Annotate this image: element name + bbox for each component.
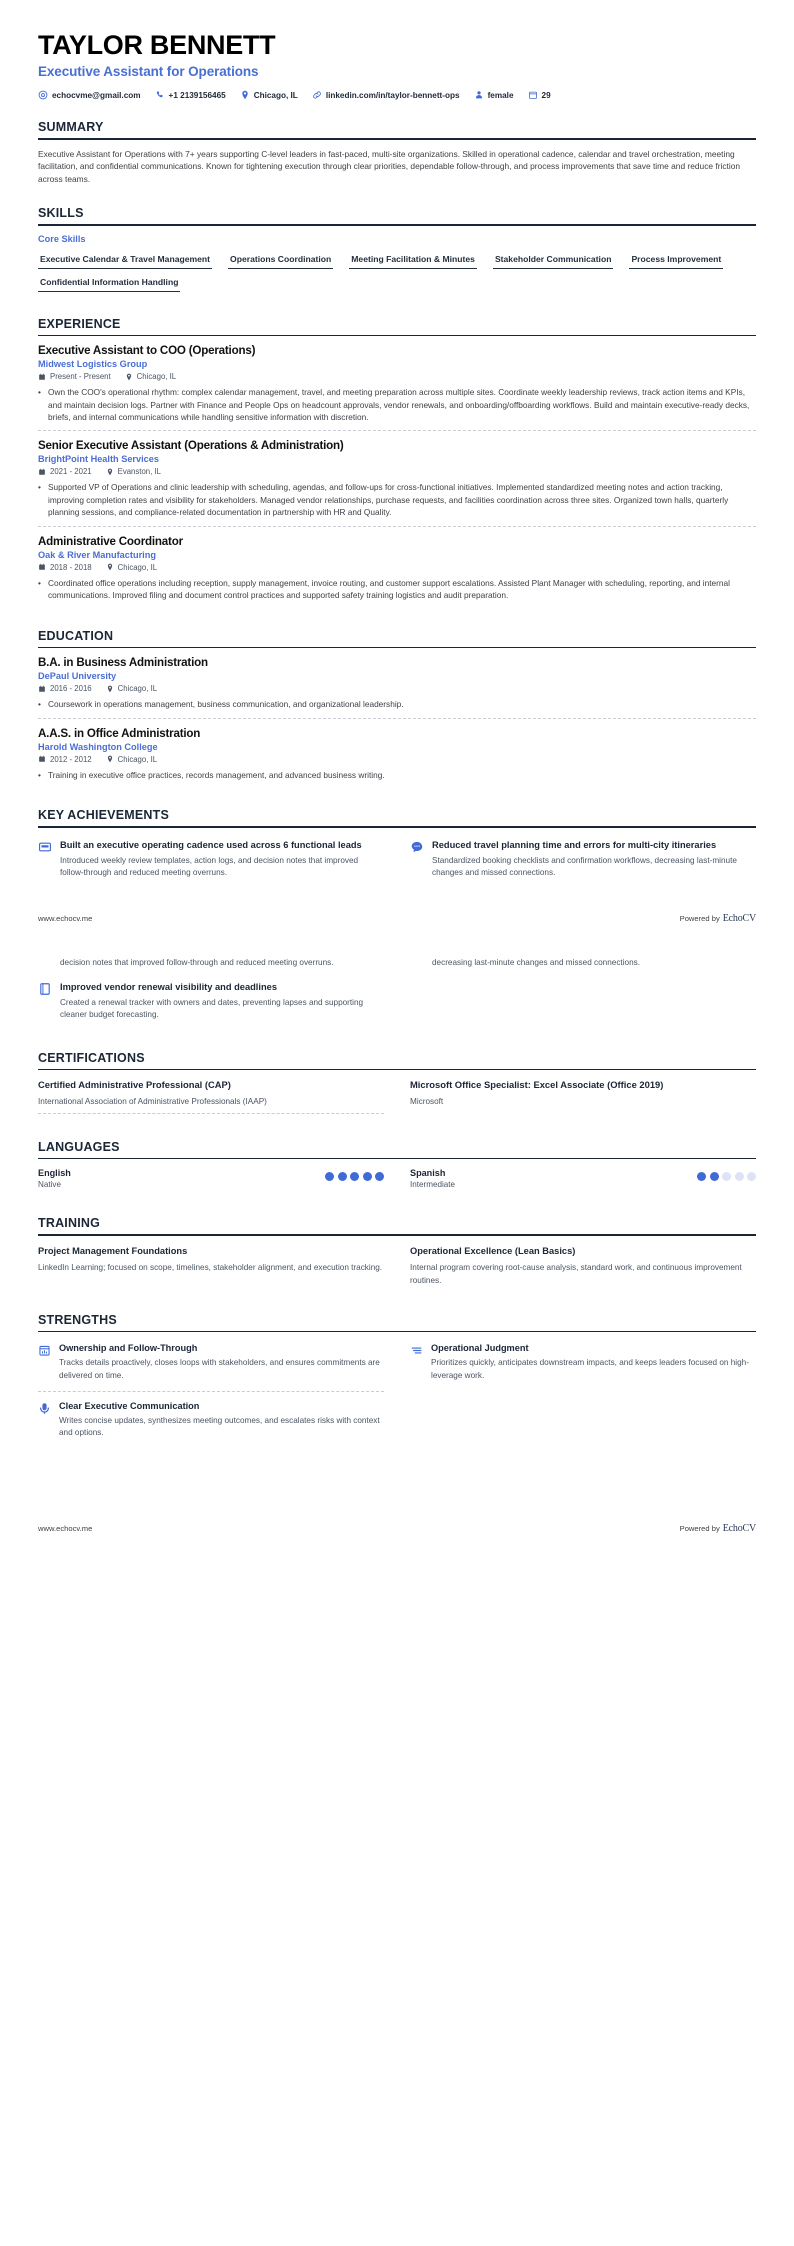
proficiency-dot	[363, 1172, 372, 1181]
skill-chip: Meeting Facilitation & Minutes	[349, 251, 477, 269]
experience-entry	[38, 344, 756, 430]
section-strengths	[38, 1313, 756, 1449]
language-item	[410, 1167, 756, 1196]
achievement-item	[410, 836, 756, 889]
bullet-marker: •	[38, 769, 41, 780]
calendar-chart-icon	[38, 1344, 51, 1357]
education-location: Chicago, IL	[117, 684, 158, 694]
skills-list	[38, 251, 756, 297]
experience-dates: Present - Present	[50, 372, 111, 382]
bullet-item	[38, 769, 756, 781]
language-name: Spanish	[410, 1168, 446, 1179]
experience-entry	[38, 526, 756, 609]
footer-powered-label: Powered by	[679, 913, 720, 923]
certification-item	[410, 1078, 756, 1120]
strengths-column-right	[410, 1340, 756, 1448]
strength-item	[38, 1398, 384, 1449]
achievements-grid	[38, 828, 756, 889]
education-degree: B.A. in Business Administration	[38, 656, 208, 670]
achievement-desc-tail: decreasing last-minute changes and missed connections.	[432, 957, 640, 967]
education-dates: 2016 - 2016	[50, 684, 92, 694]
experience-dates-item	[38, 372, 111, 381]
contact-location-text: Chicago, IL	[253, 90, 298, 100]
language-level: Native	[38, 1180, 61, 1190]
certification-org: International Association of Administrative Professionals (IAAP)	[38, 1096, 267, 1106]
contact-row	[38, 90, 756, 100]
contact-gender	[474, 90, 514, 100]
achievement-continuation-right	[410, 954, 756, 1031]
proficiency-dot	[747, 1172, 756, 1181]
contact-linkedin-text: linkedin.com/in/taylor-bennett-ops	[325, 90, 460, 100]
proficiency-dot	[325, 1172, 334, 1181]
skill-chip: Confidential Information Handling	[38, 274, 180, 292]
experience-org: Midwest Logistics Group	[38, 359, 148, 370]
section-title-training: TRAINING	[38, 1216, 101, 1231]
section-title-skills: SKILLS	[38, 205, 84, 220]
language-item	[38, 1167, 384, 1196]
strength-divider	[38, 1391, 384, 1392]
bullet-item	[38, 386, 756, 423]
bullet-marker: •	[38, 482, 41, 493]
proficiency-dot	[338, 1172, 347, 1181]
contact-age-text: 29	[541, 90, 551, 100]
experience-location: Chicago, IL	[117, 562, 158, 572]
experience-bullets	[38, 577, 756, 602]
training-desc: LinkedIn Learning; focused on scope, timelines, stakeholder alignment, and execution tracking.	[38, 1263, 383, 1273]
contact-phone-text: +1 2139156465	[168, 90, 226, 100]
calendar-icon	[528, 90, 538, 100]
strength-title: Operational Judgment	[431, 1343, 529, 1354]
bullet-text: Training in executive office practices, records management, and advanced business writing.	[48, 769, 385, 780]
bullet-marker: •	[38, 577, 41, 588]
location-icon	[240, 90, 250, 100]
education-entry	[38, 656, 756, 717]
skills-group-label: Core Skills	[38, 233, 86, 244]
bullet-marker: •	[38, 699, 41, 710]
link-icon	[312, 90, 322, 100]
education-list	[38, 648, 756, 788]
section-certifications	[38, 1051, 756, 1120]
section-education	[38, 629, 756, 788]
strengths-column-left	[38, 1340, 384, 1448]
experience-meta	[38, 372, 756, 381]
training-desc: Internal program covering root-cause analysis, standard work, and continuous improvement routines.	[410, 1263, 742, 1285]
strength-title: Clear Executive Communication	[59, 1401, 200, 1412]
section-languages	[38, 1140, 756, 1197]
section-title-summary: SUMMARY	[38, 120, 104, 135]
experience-meta	[38, 467, 756, 476]
person-icon	[474, 90, 484, 100]
location-icon	[106, 755, 114, 763]
proficiency-dot	[735, 1172, 744, 1181]
strengths-grid	[38, 1332, 756, 1448]
education-school: DePaul University	[38, 671, 117, 682]
contact-linkedin[interactable]	[312, 90, 460, 100]
experience-org: BrightPoint Health Services	[38, 454, 159, 465]
training-item	[38, 1244, 384, 1293]
education-location-item	[106, 755, 157, 764]
section-title-strengths: STRENGTHS	[38, 1312, 117, 1327]
location-icon	[125, 373, 133, 381]
strength-desc: Tracks details proactively, closes loops with stakeholders, and ensures commitments are delivered on time.	[59, 1358, 380, 1380]
achievement-title: Improved vendor renewal visibility and deadlines	[60, 981, 277, 992]
bullet-item	[38, 698, 756, 710]
footer-powered-label: Powered by	[679, 1523, 720, 1533]
contact-gender-text: female	[487, 90, 514, 100]
section-title-certifications: CERTIFICATIONS	[38, 1050, 145, 1065]
experience-location: Evanston, IL	[117, 467, 161, 477]
experience-bullets	[38, 386, 756, 423]
email-icon	[38, 90, 48, 100]
proficiency-dot	[350, 1172, 359, 1181]
section-title-achievements: KEY ACHIEVEMENTS	[38, 808, 170, 823]
strength-desc: Prioritizes quickly, anticipates downstream impacts, and keeps leaders focused on high-leverage work.	[431, 1358, 749, 1380]
job-headline: Executive Assistant for Operations	[38, 64, 259, 80]
education-degree: A.A.S. in Office Administration	[38, 726, 201, 740]
proficiency-dot	[722, 1172, 731, 1181]
experience-location-item	[106, 467, 161, 476]
skill-chip: Process Improvement	[629, 251, 723, 269]
experience-list	[38, 336, 756, 609]
experience-role: Administrative Coordinator	[38, 534, 183, 548]
language-level: Intermediate	[410, 1180, 455, 1190]
certification-title: Microsoft Office Specialist: Excel Associate (Office 2019)	[410, 1079, 664, 1091]
education-school: Harold Washington College	[38, 741, 158, 752]
achievement-title: Built an executive operating cadence used across 6 functional leads	[60, 839, 362, 850]
summary-text: Executive Assistant for Operations with 7+ years supporting C-level leaders in fast-paced, multi-site organizations. Skilled in operational cadence, calendar and travel orchestration, meeting facilitation, and confidential communications. Known for tightening execution through clear priorities, dependable follow-through, and process improvements that save time and reduce friction across teams.	[38, 148, 741, 185]
education-dates-item	[38, 684, 92, 693]
experience-location: Chicago, IL	[136, 372, 177, 382]
card-icon	[38, 840, 52, 854]
achievement-desc: Standardized booking checklists and confirmation workflows, decreasing last-minute changes and missed connections.	[432, 855, 737, 878]
section-skills	[38, 206, 756, 297]
contact-age	[528, 90, 551, 100]
training-title: Operational Excellence (Lean Basics)	[410, 1245, 576, 1256]
location-icon	[106, 685, 114, 693]
experience-role: Executive Assistant to COO (Operations)	[38, 344, 256, 358]
language-proficiency-dots	[325, 1172, 384, 1181]
footer-site: www.echocv.me	[38, 913, 93, 923]
section-title-education: EDUCATION	[38, 628, 114, 643]
bullet-item	[38, 481, 756, 518]
certification-divider	[38, 1113, 384, 1114]
languages-grid	[38, 1159, 756, 1196]
section-training	[38, 1216, 756, 1292]
section-title-languages: LANGUAGES	[38, 1139, 120, 1154]
page-footer	[38, 913, 756, 924]
achievement-item	[38, 836, 384, 889]
proficiency-dot	[375, 1172, 384, 1181]
education-bullets	[38, 698, 756, 710]
achievement-item	[38, 978, 384, 1031]
education-bullets	[38, 769, 756, 781]
bullet-text: Supported VP of Operations and clinic leadership with scheduling, agendas, and follow-ups for cross-functional initiatives. Implemented standardized meeting notes and action tracking, improving completion rates and visibility for stakeholders. Managed vendor relationships, purchase requests, and facilities coordination across three sites. Organized town halls, quarterly planning sessions, and compliance-related documentation in partnership with HR and Quality.	[48, 482, 729, 518]
certifications-grid	[38, 1070, 756, 1120]
experience-dates-item	[38, 563, 92, 572]
language-proficiency-dots	[697, 1172, 756, 1181]
experience-bullets	[38, 481, 756, 518]
contact-location	[240, 90, 298, 100]
experience-location-item	[106, 563, 157, 572]
resume-header	[38, 30, 756, 100]
footer-brand-name: EchoCV	[722, 1522, 756, 1534]
calendar-icon	[38, 685, 46, 693]
bullet-text: Own the COO's operational rhythm: complex calendar management, travel, and meeting preparation across multiple sites. Coordinate weekly leadership reviews, track action items and KPIs, and maintain decision logs. Partner with Finance and People Ops on headcount approvals, vendor renewals, and onboarding/offboarding workflows. Build and maintain executive-ready decks, briefs, and internal communications while handling sensitive information with discretion.	[48, 387, 750, 422]
section-summary	[38, 120, 756, 186]
sliders-icon	[410, 1344, 423, 1357]
section-key-achievements	[38, 808, 756, 888]
strength-item	[38, 1340, 384, 1391]
achievement-continuation-left	[38, 954, 384, 1031]
bullet-marker: •	[38, 387, 41, 398]
bullet-text: Coursework in operations management, business communication, and organizational leadership.	[48, 699, 404, 710]
bullet-item	[38, 577, 756, 602]
calendar-icon	[38, 755, 46, 763]
certification-org: Microsoft	[410, 1096, 444, 1106]
experience-meta	[38, 563, 756, 572]
education-dates-item	[38, 755, 92, 764]
skill-chip: Stakeholder Communication	[493, 251, 614, 269]
calendar-icon	[38, 563, 46, 571]
education-meta	[38, 684, 756, 693]
bottom-spacer	[38, 1449, 756, 1483]
education-location-item	[106, 684, 157, 693]
contact-email[interactable]	[38, 90, 141, 100]
strength-item	[410, 1340, 756, 1391]
proficiency-dot	[697, 1172, 706, 1181]
training-item	[410, 1244, 756, 1293]
footer-brand	[680, 1523, 756, 1534]
experience-entry	[38, 430, 756, 525]
footer-brand-name: EchoCV	[722, 912, 756, 924]
footer-site: www.echocv.me	[38, 1523, 93, 1533]
achievement-desc-tail: decision notes that improved follow-through and reduced meeting overruns.	[60, 957, 334, 967]
page-footer	[38, 1523, 756, 1534]
phone-icon	[155, 90, 165, 100]
experience-dates: 2021 - 2021	[50, 467, 92, 477]
certification-item	[38, 1078, 384, 1120]
language-text-block	[410, 1168, 455, 1189]
chat-icon	[410, 840, 424, 854]
section-experience	[38, 317, 756, 609]
calendar-icon	[38, 468, 46, 476]
megaphone-icon	[38, 1402, 51, 1415]
location-icon	[106, 468, 114, 476]
book-icon	[38, 982, 52, 996]
achievement-desc-continued	[410, 954, 756, 978]
location-icon	[106, 563, 114, 571]
skill-chip: Executive Calendar & Travel Management	[38, 251, 212, 269]
achievement-desc-continued	[38, 954, 384, 978]
strength-desc: Writes concise updates, synthesizes meeting outcomes, and escalates risks with context and options.	[59, 1416, 380, 1438]
skill-chip: Operations Coordination	[228, 251, 333, 269]
education-entry	[38, 718, 756, 788]
achievements-grid-continued	[38, 954, 756, 1031]
contact-phone[interactable]	[155, 90, 226, 100]
training-title: Project Management Foundations	[38, 1245, 188, 1256]
calendar-icon	[38, 373, 46, 381]
experience-org: Oak & River Manufacturing	[38, 549, 156, 560]
experience-role: Senior Executive Assistant (Operations & Administration)	[38, 439, 344, 453]
language-name: English	[38, 1168, 71, 1179]
education-dates: 2012 - 2012	[50, 754, 92, 764]
experience-location-item	[125, 372, 176, 381]
section-title-experience: EXPERIENCE	[38, 316, 121, 331]
contact-email-text: echocvme@gmail.com	[52, 90, 141, 100]
proficiency-dot	[710, 1172, 719, 1181]
language-text-block	[38, 1168, 71, 1189]
training-grid	[38, 1236, 756, 1293]
footer-brand	[680, 913, 756, 924]
experience-dates: 2018 - 2018	[50, 562, 92, 572]
bullet-text: Coordinated office operations including reception, supply management, invoice routing, and customer support escalations. Assisted Plant Manager with scheduling, reporting, and internal communications. Improved filing and document control practices and supported safety training logistics and audit preparation.	[48, 577, 730, 601]
education-location: Chicago, IL	[117, 754, 158, 764]
certification-title: Certified Administrative Professional (CAP)	[38, 1079, 231, 1091]
page-title: TAYLOR BENNETT	[38, 30, 276, 60]
achievement-title: Reduced travel planning time and errors for multi-city itineraries	[432, 839, 717, 850]
strength-title: Ownership and Follow-Through	[59, 1343, 198, 1354]
achievement-desc: Created a renewal tracker with owners and dates, preventing lapses and supporting cleaner budget forecasting.	[60, 998, 364, 1020]
experience-dates-item	[38, 467, 92, 476]
achievement-desc: Introduced weekly review templates, action logs, and decision notes that improved follow-through and reduced meeting overruns.	[60, 855, 359, 878]
education-meta	[38, 755, 756, 764]
